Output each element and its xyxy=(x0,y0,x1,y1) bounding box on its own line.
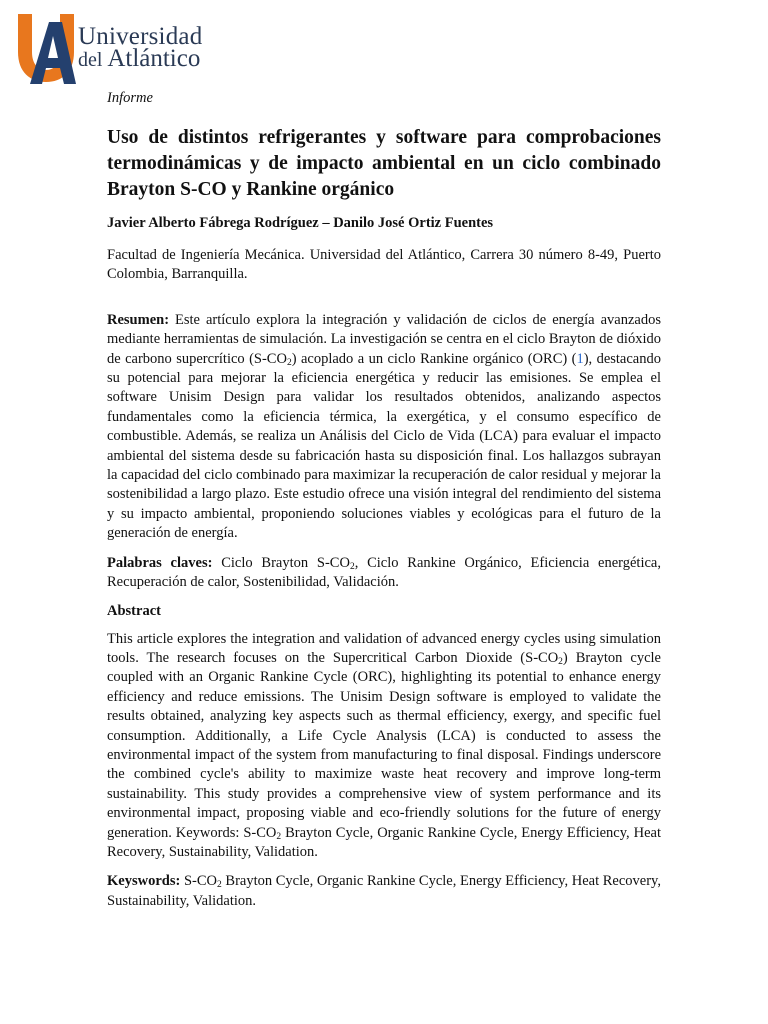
abstract-subscript-1: 2 xyxy=(558,656,563,667)
university-logo xyxy=(16,12,216,88)
abstract-subscript-2: 2 xyxy=(276,831,282,842)
logo-line2 xyxy=(78,45,202,72)
resumen-text-1: Este artículo explora la integración y validación de ciclos de energía avanzados mediante herramientas de simulación. La investigación se centra en el ciclo Brayton de dióxido de carbono supercrítico (S-CO xyxy=(107,311,661,367)
palabras-text-1: Ciclo Brayton S-CO xyxy=(212,554,350,571)
authors: Javier Alberto Fábrega Rodríguez – Danilo José Ortiz Fuentes xyxy=(107,215,494,231)
palabras-claves-paragraph xyxy=(107,554,661,593)
resumen-label: Resumen: xyxy=(107,311,170,328)
resumen-text-2: ) acoplado a un ciclo Rankine orgánico (ORC) ( xyxy=(291,350,577,367)
abstract-text-3: Brayton Cycle, Organic Rankine Cycle, Energy Efficiency, Heat Recovery, Sustainability, Validation. xyxy=(107,824,661,860)
logo-wordmark xyxy=(78,23,203,72)
article-category: Informe xyxy=(107,90,153,106)
resumen-text-3: ), destacando su potencial para mejorar la eficiencia energética y reducir las emisiones. Se emplea el software Unisim Design para validar los resultados obtenidos, analizando aspectos fundamentales como la eficiencia térmica, la exergética, y el consumo específico de combustible. Además, se realiza un Análisis del Ciclo de Vida (LCA) para evaluar el impacto ambiental del sistema desde su fabricación hasta su disposición final. Los hallazgos subrayan la capacidad del ciclo combinado para maximizar la recuperación de calor residual y mejorar la sostenibilidad a largo plazo. Este estudio ofrece una visión integral del rendimiento del sistema y su impacto ambiental, proponiendo soluciones viables y ecológicas para el futuro de la generación de energía. xyxy=(107,350,661,542)
logo-line2-small: del xyxy=(78,49,103,71)
abstract-text-1: This article explores the integration and validation of advanced energy cycles using simulation tools. The research focuses on the Supercritical Carbon Dioxide (S-CO xyxy=(107,630,661,666)
article-title: Uso de distintos refrigerantes y software para comprobaciones termodinámicas y de impacto ambiental en un ciclo combinado Brayton S-CO y Rankine orgánico xyxy=(107,127,661,200)
abstract-paragraph xyxy=(107,630,661,863)
palabras-subscript: 2 xyxy=(349,561,355,572)
resumen-subscript: 2 xyxy=(286,357,292,368)
keywords-label: Keyswords: xyxy=(107,873,181,890)
logo-line2-main: Atlántico xyxy=(107,45,201,72)
abstract-heading: Abstract xyxy=(107,602,161,619)
document-body xyxy=(107,90,661,921)
resumen-paragraph xyxy=(107,311,661,544)
abstract-text-2: ) Brayton cycle coupled with an Organic Rankine Cycle (ORC), highlighting its potential to enhance energy efficiency and reduce emissions. The Unisim Design software is employed to validate the results obtained, analyzing key aspects such as thermal efficiency, exergy, and specific fuel consumption. Additionally, a Life Cycle Analysis (LCA) is conducted to assess the environmental impact of the system from manufacturing to final disposal. Findings underscore the combined cycle's ability to maximize waste heat recovery and improve long-term sustainability. This study provides a comprehensive view of system performance and its environmental impact, proposing viable and eco-friendly solutions for the future of energy generation. Keywords: S-CO xyxy=(107,649,661,841)
keywords-paragraph xyxy=(107,872,661,911)
keywords-text-2: Brayton Cycle, Organic Rankine Cycle, Energy Efficiency, Heat Recovery, Sustainability, Validation. xyxy=(107,873,661,909)
affiliation: Facultad de Ingeniería Mecánica. Universidad del Atlántico, Carrera 30 número 8-49, Puerto Colombia, Barranquilla. xyxy=(107,247,661,283)
keywords-subscript: 2 xyxy=(217,880,222,891)
citation-link[interactable]: 1 xyxy=(576,350,584,367)
palabras-text-2: , Ciclo Rankine Orgánico, Eficiencia energética, Recuperación de calor, Sostenibilidad, Validación. xyxy=(107,554,661,591)
keywords-text-1: S-CO xyxy=(180,873,217,890)
logo-line1: Universidad xyxy=(78,23,203,50)
palabras-label: Palabras claves: xyxy=(107,554,213,571)
